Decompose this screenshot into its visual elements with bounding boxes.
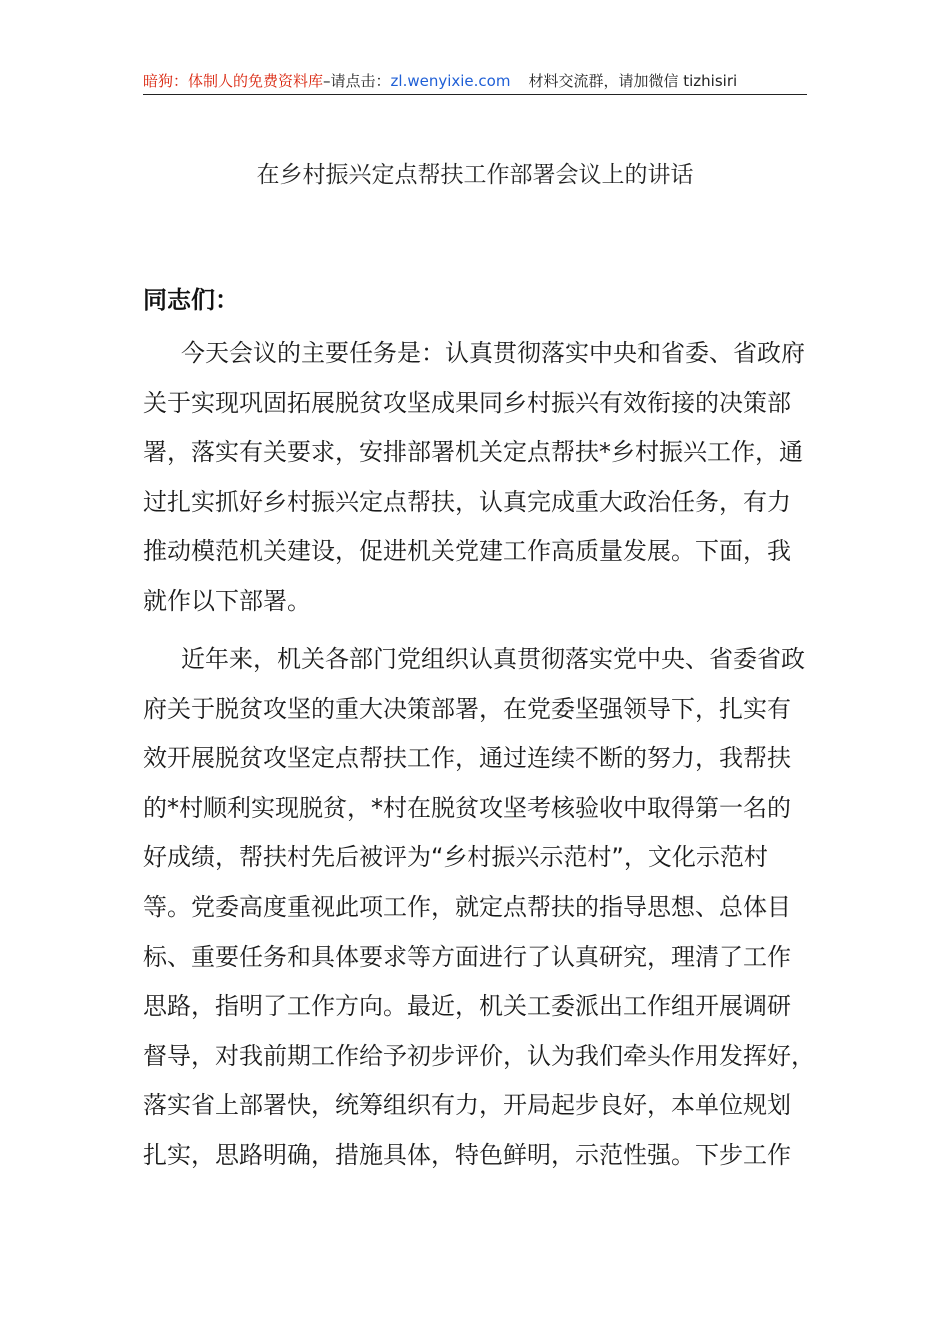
salutation: 同志们： — [143, 286, 239, 314]
text-line: 思路，指明了工作方向。最近，机关工委派出工作组开展调研 — [143, 992, 791, 1021]
header-contact: 材料交流群，请加微信 tizhisiri — [528, 72, 738, 90]
text-line: 好成绩，帮扶村先后被评为“乡村振兴示范村”，文化示范村 — [143, 843, 768, 872]
text-line: 标、重要任务和具体要求等方面进行了认真研究，理清了工作 — [143, 942, 791, 971]
text-line: 扎实，思路明确，措施具体，特色鲜明，示范性强。下步工作 — [143, 1140, 791, 1169]
header-cta: –请点击： — [323, 72, 391, 90]
header-brand: 暗狗：体制人的免费资料库 — [143, 72, 324, 90]
text-line: 今天会议的主要任务是：认真贯彻落实中央和省委、省政府 — [181, 339, 805, 367]
paragraph-text — [143, 635, 815, 1181]
text-line: 府关于脱贫攻坚的重大决策部署，在党委坚强领导下，扎实有 — [143, 694, 791, 723]
paragraph-1 — [143, 329, 807, 627]
text-line: 效开展脱贫攻坚定点帮扶工作，通过连续不断的努力，我帮扶 — [143, 744, 791, 773]
document-title: 在乡村振兴定点帮扶工作部署会议上的讲话 — [256, 162, 694, 188]
text-line: 近年来，机关各部门党组织认真贯彻落实党中央、省委省政 — [181, 645, 805, 673]
text-line: 过扎实抓好乡村振兴定点帮扶，认真完成重大政治任务，有力 — [143, 487, 791, 516]
text-line: 等。党委高度重视此项工作，就定点帮扶的指导思想、总体目 — [143, 892, 791, 921]
text-line: 推动模范机关建设，促进机关党建工作高质量发展。下面，我 — [143, 537, 791, 566]
text-line: 关于实现巩固拓展脱贫攻坚成果同乡村振兴有效衔接的决策部 — [143, 388, 791, 417]
text-line: 署，落实有关要求，安排部署机关定点帮扶*乡村振兴工作，通 — [143, 438, 803, 467]
text-line: 落实省上部署快，统筹组织有力，开局起步良好，本单位规划 — [143, 1091, 791, 1120]
page-header — [143, 70, 807, 95]
text-line: 的*村顺利实现脱贫，*村在脱贫攻坚考核验收中取得第一名的 — [143, 793, 791, 822]
header-link[interactable]: zl.wenyixie.com — [390, 72, 511, 90]
paragraph-2 — [143, 635, 815, 1181]
text-line: 督导，对我前期工作给予初步评价，认为我们牵头作用发挥好， — [143, 1041, 815, 1070]
text-line: 就作以下部署。 — [143, 586, 311, 615]
paragraph-text — [143, 329, 807, 627]
